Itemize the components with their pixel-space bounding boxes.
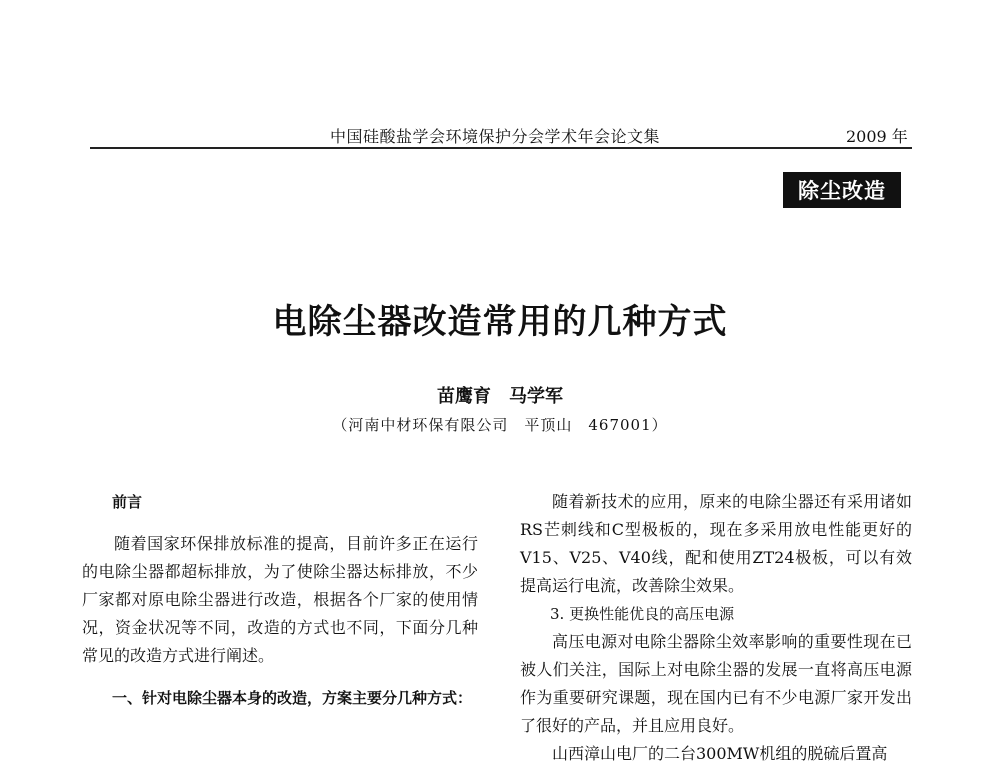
preface-heading: 前言 [112,493,143,511]
header-rule [90,147,912,149]
section-1-heading: 一、针对电除尘器本身的改造，方案主要分几种方式： [112,689,473,707]
category-tag: 除尘改造 [783,172,901,208]
header-year: 2009 年 [846,127,908,146]
paragraph-zhangshan: 山西漳山电厂的二台300MW机组的脱硫后置高 [552,744,888,763]
paragraph-new-tech: 随着新技术的应用，原来的电除尘器还有采用诸如RS芒刺线和C型极板的，现在多采用放电性能更好的V15、V25、V40线，配和使用ZT24极板，可以有效提高运行电流，改善除尘效果。 [520,492,912,595]
preface-paragraph: 随着国家环保排放标准的提高，目前许多正在运行的电除尘器都超标排放，为了使除尘器达标排放，不少厂家都对原电除尘器进行改造，根据各个厂家的使用情况，资金状况等不同，改造的方式也不同，下面分几种常见的改造方式进行阐述。 [82,534,478,665]
left-column [82,488,478,712]
affiliation: （河南中材环保有限公司 平顶山 467001） [332,416,668,434]
paper-title: 电除尘器改造常用的几种方式 [272,302,728,342]
subheading-3: 3. 更换性能优良的高压电源 [550,605,735,623]
right-column [520,488,912,768]
paragraph-hv-power: 高压电源对电除尘器除尘效率影响的重要性现在已被人们关注，国际上对电除尘器的发展一直将高压电源作为重要研究课题，现在国内已有不少电源厂家开发出了很好的产品，并且应用良好。 [520,632,912,735]
authors: 苗鹰育 马学军 [437,386,563,407]
journal-header: 中国硅酸盐学会环境保护分会学术年会论文集 [330,127,661,146]
